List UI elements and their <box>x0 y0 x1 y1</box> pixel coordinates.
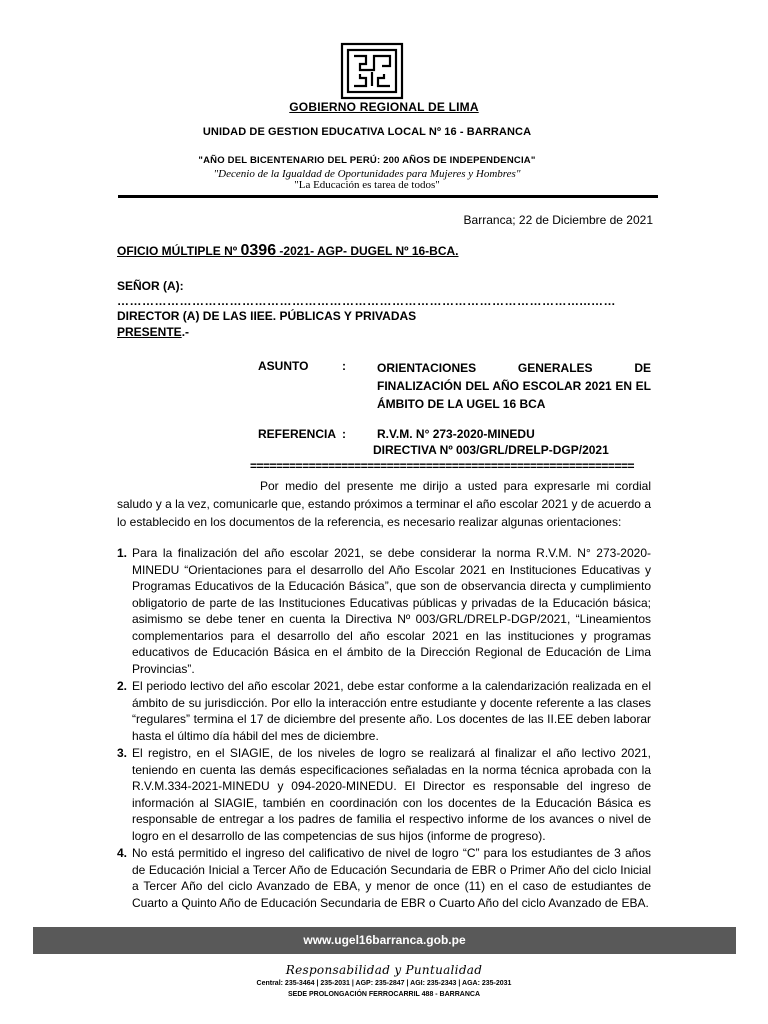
referencia-1: R.V.M. N° 273-2020-MINEDU <box>377 427 535 441</box>
footer-address: SEDE PROLONGACIÓN FERROCARRIL 488 - BARRANCA <box>288 991 480 998</box>
ugel-logo-icon <box>336 42 408 100</box>
oficio-number: 0396 <box>240 242 277 259</box>
oficio-suffix: -2021- AGP- DUGEL Nº 16-BCA. <box>276 244 459 258</box>
item-number: 2. <box>117 679 128 693</box>
list-item <box>117 545 651 677</box>
separator-line: =========================================================== <box>250 459 634 473</box>
item-text: Para la finalización del año escolar 2021, se debe considerar la norma R.V.M. N° 273-2020- MINEDU “Orientaciones para el desarrollo del Año Escolar 2021 en Instituciones Educativas y Programas Educativos de la Educación Básica”, que son de observancia directa y cumplimiento obligatorio de parte de las Instituciones Educativas públicas y privadas de la Educación básica; asimismo se debe tener en cuenta la Directiva Nº 003/GRL/DRELP-DGP/2021, “Lineamientos complementarios para el desarrollo del año escolar 2021 en las instituciones y programas educativos de Educación Básica en el ámbito de la Dirección Regional de Educación de Lima Provincias”. <box>132 546 651 676</box>
year-name: "AÑO DEL BICENTENARIO DEL PERÚ: 200 AÑOS DE INDEPENDENCIA" <box>198 155 536 166</box>
footer-phones: Central: 235-3464 | 235-2031 | AGP: 235-2847 | AGI: 235-2343 | AGA: 235-2031 <box>256 980 512 987</box>
orientations-list <box>117 545 651 912</box>
government-title: GOBIERNO REGIONAL DE LIMA <box>289 100 479 114</box>
recipient: DIRECTOR (A) DE LAS IIEE. PÚBLICAS Y PRIVADAS <box>117 309 417 323</box>
item-text: El registro, en el SIAGIE, de los niveles de logro se realizará al finalizar el año lectivo 2021, teniendo en cuenta las demás especificaciones señaladas en la norma técnica aprobada con la R.V.M.334-2021-MINEDU y 094-2020-MINEDU. El Director es responsable del ingreso de información al SIAGIE, también en coordinación con los docentes de la Educación Básica es responsable de entregar a los padres de familia el respectivo informe de los avances o nivel de logro en el desarrollo de las competencias de sus hijos (informe de progreso). <box>132 746 651 843</box>
item-number: 3. <box>117 746 128 760</box>
unit-title: UNIDAD DE GESTION EDUCATIVA LOCAL Nº 16 - BARRANCA <box>202 126 532 138</box>
institution-logo <box>336 42 408 100</box>
list-item <box>117 745 651 844</box>
item-text: El periodo lectivo del año escolar 2021, debe estar conforme a la calendarización realizada en el ámbito de su jurisdicción. Por ello la interacción entre estudiante y docente referente a las clases “regulares” termina el 17 de diciembre del presente año. Los docentes de las II.EE deben laborar hasta el último día hábil del mes de diciembre. <box>132 679 651 743</box>
presente-word: PRESENTE <box>117 325 182 339</box>
intro-paragraph: Por medio del presente me dirijo a usted para expresarle mi cordial saludo y a la vez, comunicarle que, estando próximos a terminar el año escolar 2021 y de acuerdo a lo establecido en los documentos de la referencia, es necesario realizar algunas orientaciones: <box>117 479 651 529</box>
asunto-text: ORIENTACIONES GENERALES DE FINALIZACIÓN DEL AÑO ESCOLAR 2021 EN EL ÁMBITO DE LA UGEL 16 BCA <box>377 361 651 411</box>
item-text: No está permitido el ingreso del calificativo de nivel de logro “C” para los estudiantes de 3 años de Educación Inicial a Tercer Año de Educación Secundaria de EBR o Primer Año del ciclo Inicial a Tercer Año del ciclo Avanzado de EBA, y menor de once (11) en el caso de estudiantes de Cuarto a Quinto Año de Educación Secundaria de EBR o Cuarto Año del ciclo Avanzado de EBA. <box>132 846 651 910</box>
place-date: Barranca; 22 de Diciembre de 2021 <box>463 213 653 227</box>
referencia-colon: : <box>342 427 346 441</box>
list-item <box>117 678 651 744</box>
presente-tail: .- <box>181 325 190 339</box>
website-link[interactable]: www.ugel16barranca.gob.pe <box>303 933 466 947</box>
decenio-text: "Decenio de la Igualdad de Oportunidades para Mujeres y Hombres" <box>213 168 521 180</box>
referencia-2: DIRECTIVA Nº 003/GRL/DRELP-DGP/2021 <box>373 443 609 457</box>
item-number: 4. <box>117 846 128 860</box>
presente-line <box>117 325 189 339</box>
footer-motto: Responsabilidad y Puntualidad <box>285 963 483 977</box>
header-divider <box>118 195 658 198</box>
item-number: 1. <box>117 546 128 560</box>
oficio-number-line <box>117 242 459 260</box>
recipient-name-placeholder: …………………………………………………………………………………………………...…… <box>117 294 617 308</box>
list-item <box>117 845 651 911</box>
oficio-prefix: OFICIO MÚLTIPLE Nº <box>117 244 241 258</box>
asunto-label: ASUNTO <box>258 359 309 373</box>
asunto-colon: : <box>342 359 346 373</box>
header-motto: "La Educación es tarea de todos" <box>294 179 440 191</box>
referencia-label: REFERENCIA <box>258 427 337 441</box>
salutation: SEÑOR (A): <box>117 279 184 293</box>
footer-website-bar <box>33 927 736 954</box>
